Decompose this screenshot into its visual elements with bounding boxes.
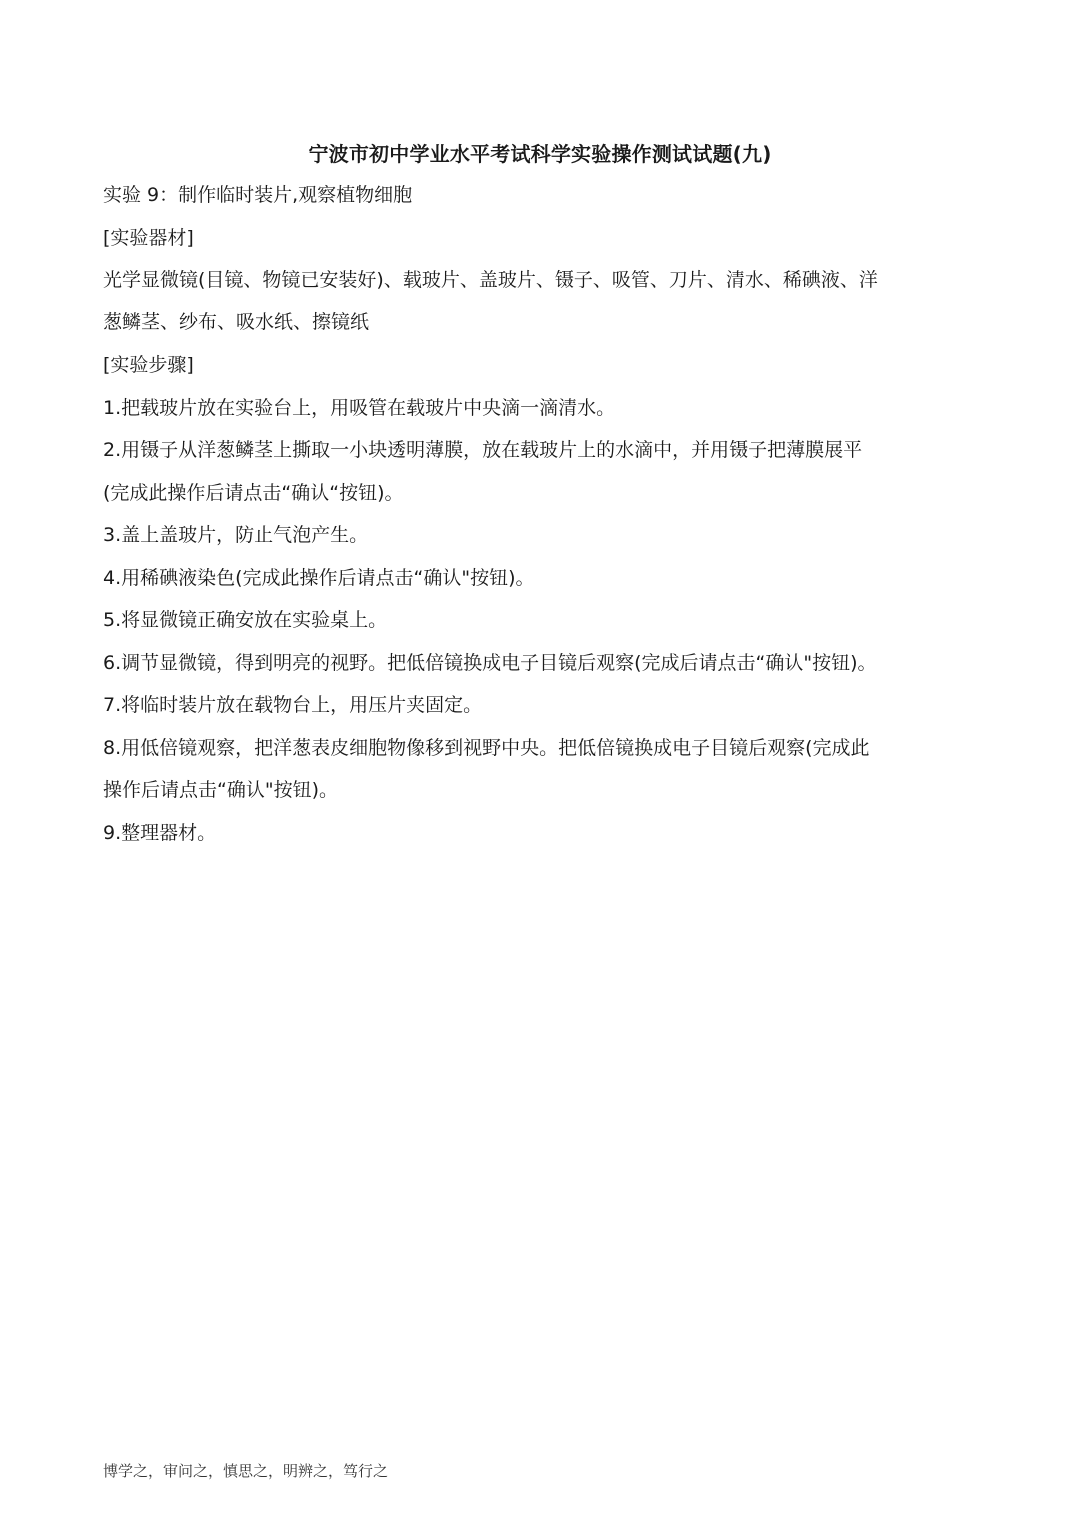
steps-heading: [实验步骤] <box>103 354 194 376</box>
step-line: 3.盖上盖玻片，防止气泡产生。 <box>103 524 369 546</box>
experiment-heading: 实验 9：制作临时装片,观察植物细胞 <box>103 184 413 206</box>
step-line: 1.把载玻片放在实验台上，用吸管在载玻片中央滴一滴清水。 <box>103 397 616 419</box>
materials-heading: [实验器材] <box>103 227 194 249</box>
step-line: 9.整理器材。 <box>103 822 217 844</box>
step-line: (完成此操作后请点击“确认“按钮)。 <box>103 482 404 504</box>
step-line: 7.将临时装片放在载物台上，用压片夹固定。 <box>103 694 483 716</box>
step-line: 操作后请点击“确认"按钮)。 <box>103 779 338 801</box>
step-line: 4.用稀碘液染色(完成此操作后请点击“确认"按钮)。 <box>103 567 535 589</box>
footer-motto: 博学之，审问之，慎思之，明辨之，笃行之 <box>103 1462 389 1480</box>
step-line: 5.将显微镜正确安放在实验桌上。 <box>103 609 388 631</box>
materials-line-2: 葱鳞茎、纱布、吸水纸、擦镜纸 <box>103 311 370 333</box>
step-line: 8.用低倍镜观察，把洋葱表皮细胞物像移到视野中央。把低倍镜换成电子目镜后观察(完成此 <box>103 737 870 759</box>
materials-line-1: 光学显微镜(目镜、物镜已安装好)、载玻片、盖玻片、镊子、吸管、刀片、清水、稀碘液、洋 <box>103 269 878 291</box>
step-line: 2.用镊子从洋葱鳞茎上撕取一小块透明薄膜，放在载玻片上的水滴中，并用镊子把薄膜展平 <box>103 439 863 461</box>
step-line: 6.调节显微镜，得到明亮的视野。把低倍镜换成电子目镜后观察(完成后请点击“确认"按钮)。 <box>103 652 877 674</box>
document-title: 宁波市初中学业水平考试科学实验操作测试试题(九) <box>308 142 772 166</box>
